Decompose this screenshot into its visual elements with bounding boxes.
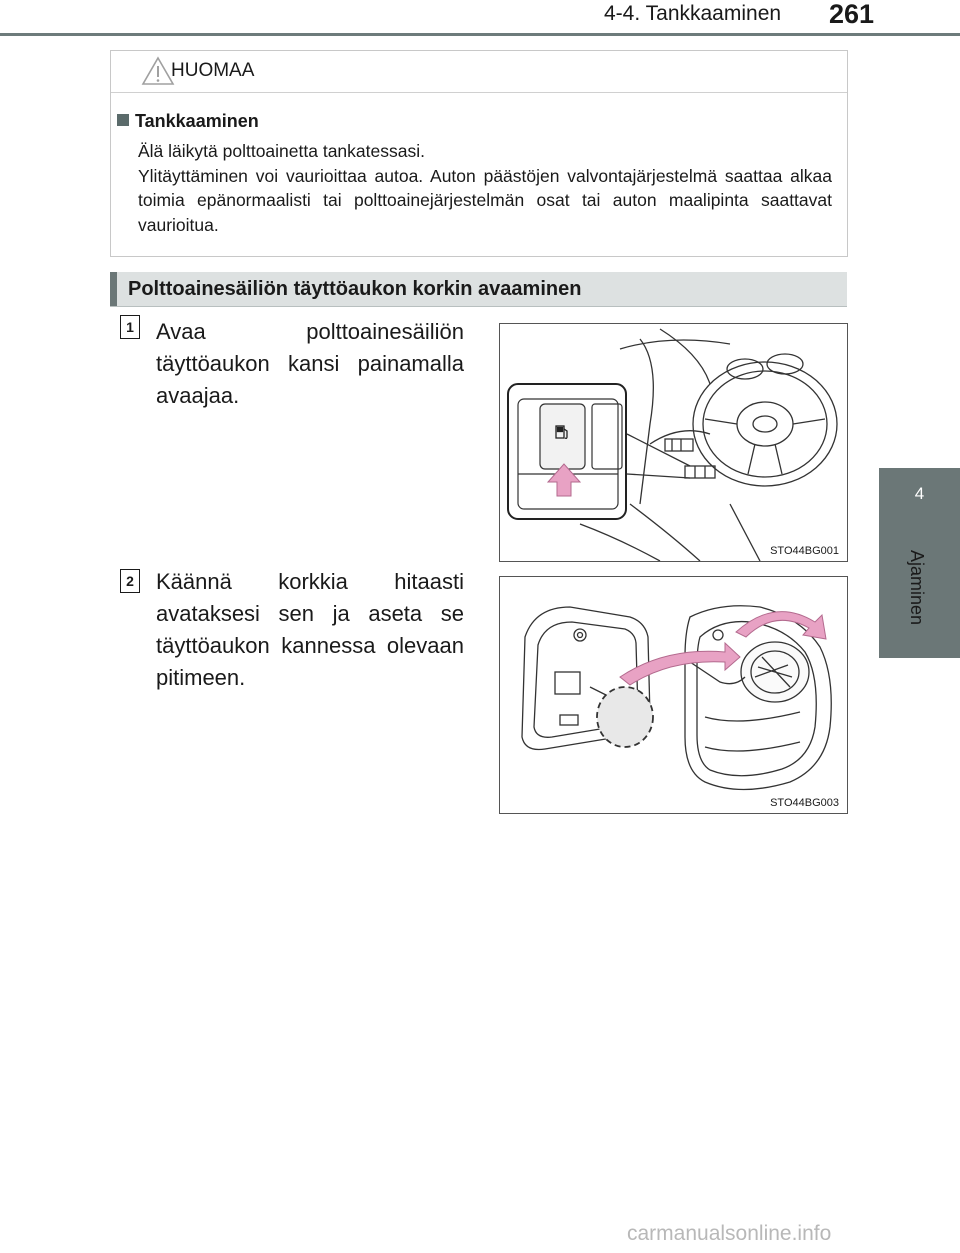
figure-code: STO44BG003	[770, 797, 839, 809]
notice-header	[111, 51, 847, 93]
step-instruction: Käännä korkkia hitaasti avataksesi sen ja aseta se täyttöaukon kannessa olevaan pitimeen.	[156, 569, 464, 690]
notice-paragraph: Ylitäyttäminen voi vaurioittaa autoa. Auton päästöjen valvontajärjestelmä saattaa alkaa toimia epänormaalisti tai polttoainejärjestelmän osat tai auton maalipinta saattavat vaurioitua.	[138, 165, 832, 235]
notice-subheading-text: Tankkaaminen	[135, 111, 259, 131]
step-instruction: Avaa polttoainesäiliön täyttöaukon kansi painamalla avaajaa.	[156, 319, 464, 408]
header-divider	[0, 33, 960, 36]
notice-body	[138, 139, 832, 237]
warning-triangle-icon	[141, 56, 175, 86]
square-bullet-icon	[117, 114, 129, 126]
notice-paragraph: Älä läikytä polttoainetta tankatessasi.	[138, 141, 425, 161]
notice-subheading	[117, 111, 259, 132]
chapter-number: 4	[914, 484, 925, 503]
section-title: Polttoainesäiliön täyttöaukon korkin avaaminen	[128, 278, 582, 300]
chapter-title: Ajaminen	[907, 550, 927, 626]
header-section-title: 4-4. Tankkaaminen	[604, 2, 782, 25]
section-header	[110, 272, 847, 307]
fuel-door-opener-illustration	[500, 324, 847, 561]
section-accent	[110, 272, 117, 306]
page-number: 261	[829, 0, 875, 29]
figure-fuel-cap-holder	[499, 576, 848, 814]
notice-title: HUOMAA	[171, 60, 255, 81]
figure-code: STO44BG001	[770, 545, 839, 557]
fuel-cap-holder-illustration	[500, 577, 847, 813]
figure-fuel-door-opener	[499, 323, 848, 562]
watermark: carmanualsonline.info	[627, 1222, 832, 1245]
step-number-badge: 2	[120, 569, 140, 593]
step-number-badge: 1	[120, 315, 140, 339]
notice-box	[110, 50, 848, 257]
